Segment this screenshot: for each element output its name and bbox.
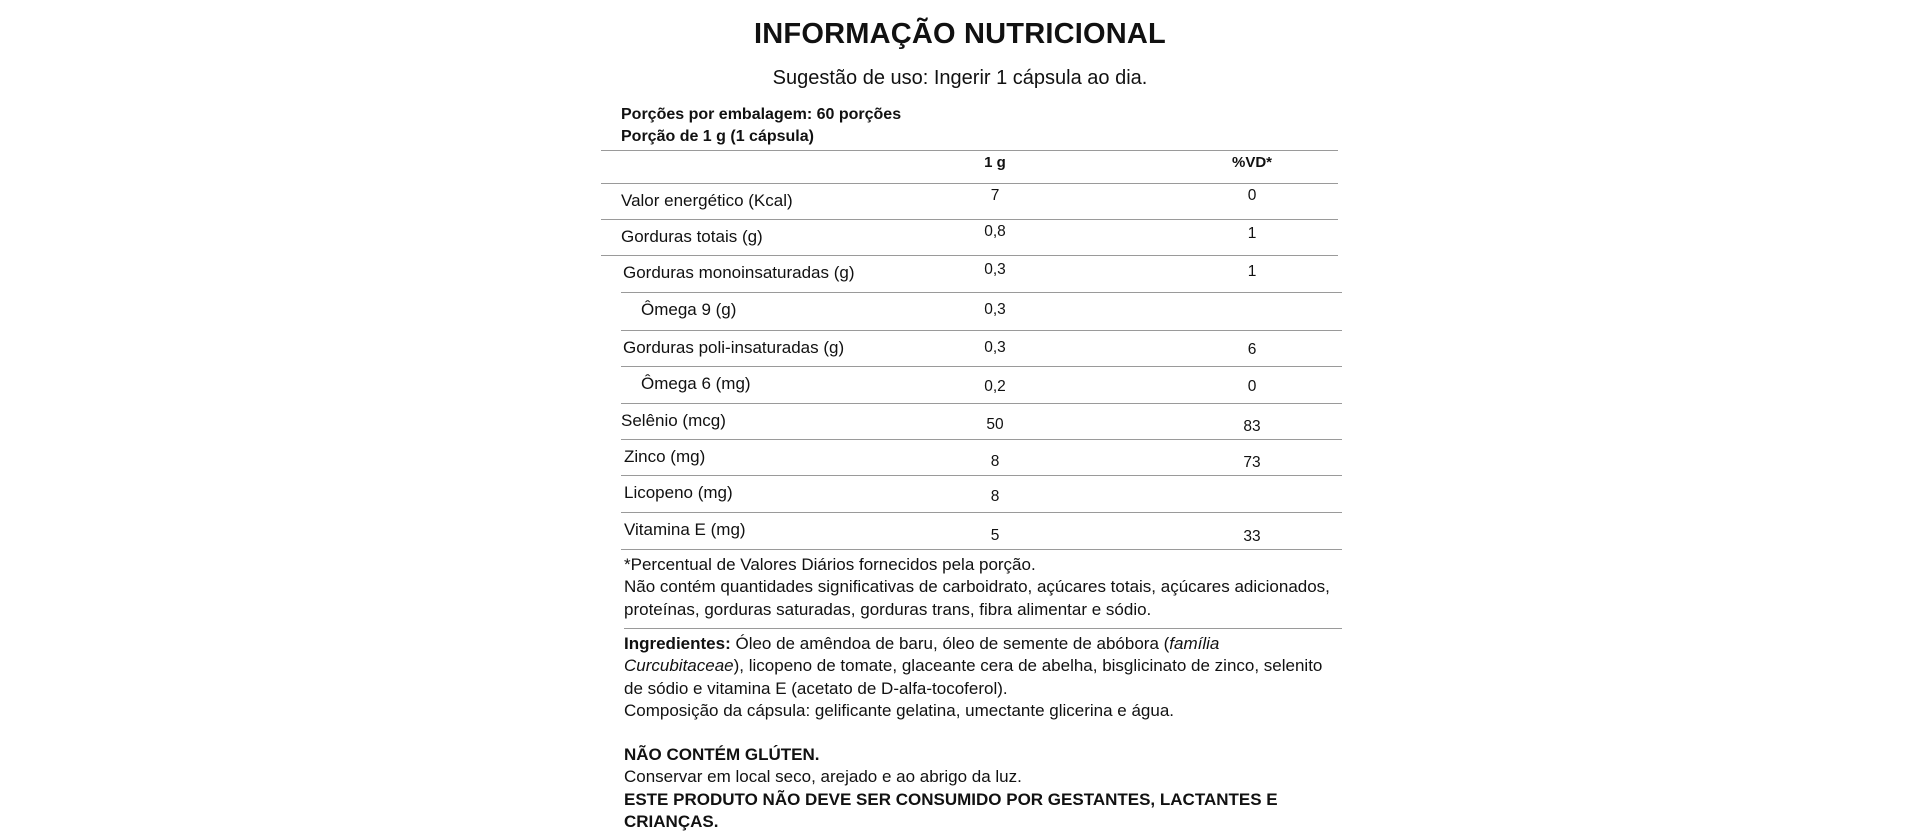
nutrient-name: Valor energético (Kcal): [621, 191, 793, 210]
nutrient-name: Gorduras poli-insaturadas (g): [623, 338, 845, 357]
ingredients-text-1: Óleo de amêndoa de baru, óleo de semente de abóbora (: [730, 634, 1170, 653]
nutrient-dv: 1: [1247, 263, 1257, 280]
ingredients-block: [624, 633, 1344, 722]
notices-block: [624, 744, 1344, 833]
divider-footnote-bottom: [624, 628, 1342, 629]
nutrient-amount: 0,3: [984, 301, 1006, 318]
row-divider: [621, 512, 1342, 513]
row-divider: [601, 219, 1338, 220]
nutrient-amount: 7: [990, 187, 1000, 204]
nutrient-dv: 0: [1247, 378, 1257, 395]
row-divider: [621, 292, 1342, 293]
nutrient-name: Ômega 9 (g): [641, 300, 737, 319]
usage-suggestion: Sugestão de uso: Ingerir 1 cápsula ao dia.: [772, 67, 1148, 89]
nutrient-dv: 83: [1243, 418, 1261, 435]
row-divider: [601, 255, 1338, 256]
nutrient-dv: 1: [1247, 225, 1257, 242]
serving-size: Porção de 1 g (1 cápsula): [621, 128, 814, 145]
nutrient-name: Gorduras totais (g): [621, 227, 763, 246]
nutrient-dv: 33: [1243, 528, 1261, 545]
row-divider: [621, 403, 1342, 404]
nutrient-amount: 5: [990, 527, 1000, 544]
footnote-not-contains: Não contém quantidades significativas de carboidrato, açúcares totais, açúcares adicionados, proteínas, gorduras saturadas, gorduras trans, fibra alimentar e sódio.: [624, 577, 1330, 619]
row-divider: [621, 549, 1342, 550]
capsule-composition: Composição da cápsula: gelificante gelatina, umectante glicerina e água.: [624, 700, 1175, 720]
column-header-dv: %VD*: [1231, 154, 1272, 171]
nutrient-amount: 0,3: [984, 339, 1006, 356]
nutrient-name: Licopeno (mg): [624, 483, 733, 502]
table-footnote: [624, 554, 1344, 621]
ingredients-italic: família Curcubitaceae: [624, 634, 1220, 676]
gluten-notice: NÃO CONTÉM GLÚTEN.: [624, 745, 820, 764]
nutrient-amount: 0,2: [984, 378, 1006, 395]
row-divider: [621, 366, 1342, 367]
nutrient-dv: 6: [1247, 341, 1257, 358]
ingredients-label: Ingredientes:: [624, 634, 731, 653]
nutrient-name: Ômega 6 (mg): [641, 374, 751, 393]
nutrient-dv: 0: [1247, 187, 1257, 204]
footnote-dv: *Percentual de Valores Diários fornecidos pela porção.: [624, 555, 1036, 574]
servings-per-package: Porções por embalagem: 60 porções: [621, 106, 902, 123]
nutrient-name: Vitamina E (mg): [624, 520, 746, 539]
row-divider: [621, 439, 1342, 440]
nutrient-dv: 73: [1243, 454, 1261, 471]
nutrient-amount: 0,8: [984, 223, 1006, 240]
nutrient-amount: 0,3: [984, 261, 1006, 278]
nutrient-name: Gorduras monoinsaturadas (g): [623, 263, 855, 282]
nutrient-name: Zinco (mg): [624, 447, 706, 466]
page-title: INFORMAÇÃO NUTRICIONAL: [754, 18, 1166, 50]
ingredients-text-2: ), licopeno de tomate, glaceante cera de abelha, bisglicinato de zinco, selenito de sódio e vitamina E (acetato de D-alfa-tocoferol).: [624, 656, 1323, 698]
storage-instructions: Conservar em local seco, arejado e ao abrigo da luz.: [624, 767, 1022, 787]
consumption-warning: ESTE PRODUTO NÃO DEVE SER CONSUMIDO POR GESTANTES, LACTANTES E CRIANÇAS.: [624, 789, 1278, 831]
nutrient-amount: 8: [990, 453, 1000, 470]
row-divider: [621, 475, 1342, 476]
nutrient-amount: 8: [990, 488, 1000, 505]
column-header-amount: 1 g: [984, 154, 1006, 171]
nutrient-name: Selênio (mcg): [621, 411, 726, 430]
row-divider: [621, 330, 1342, 331]
nutrient-amount: 50: [986, 416, 1004, 433]
